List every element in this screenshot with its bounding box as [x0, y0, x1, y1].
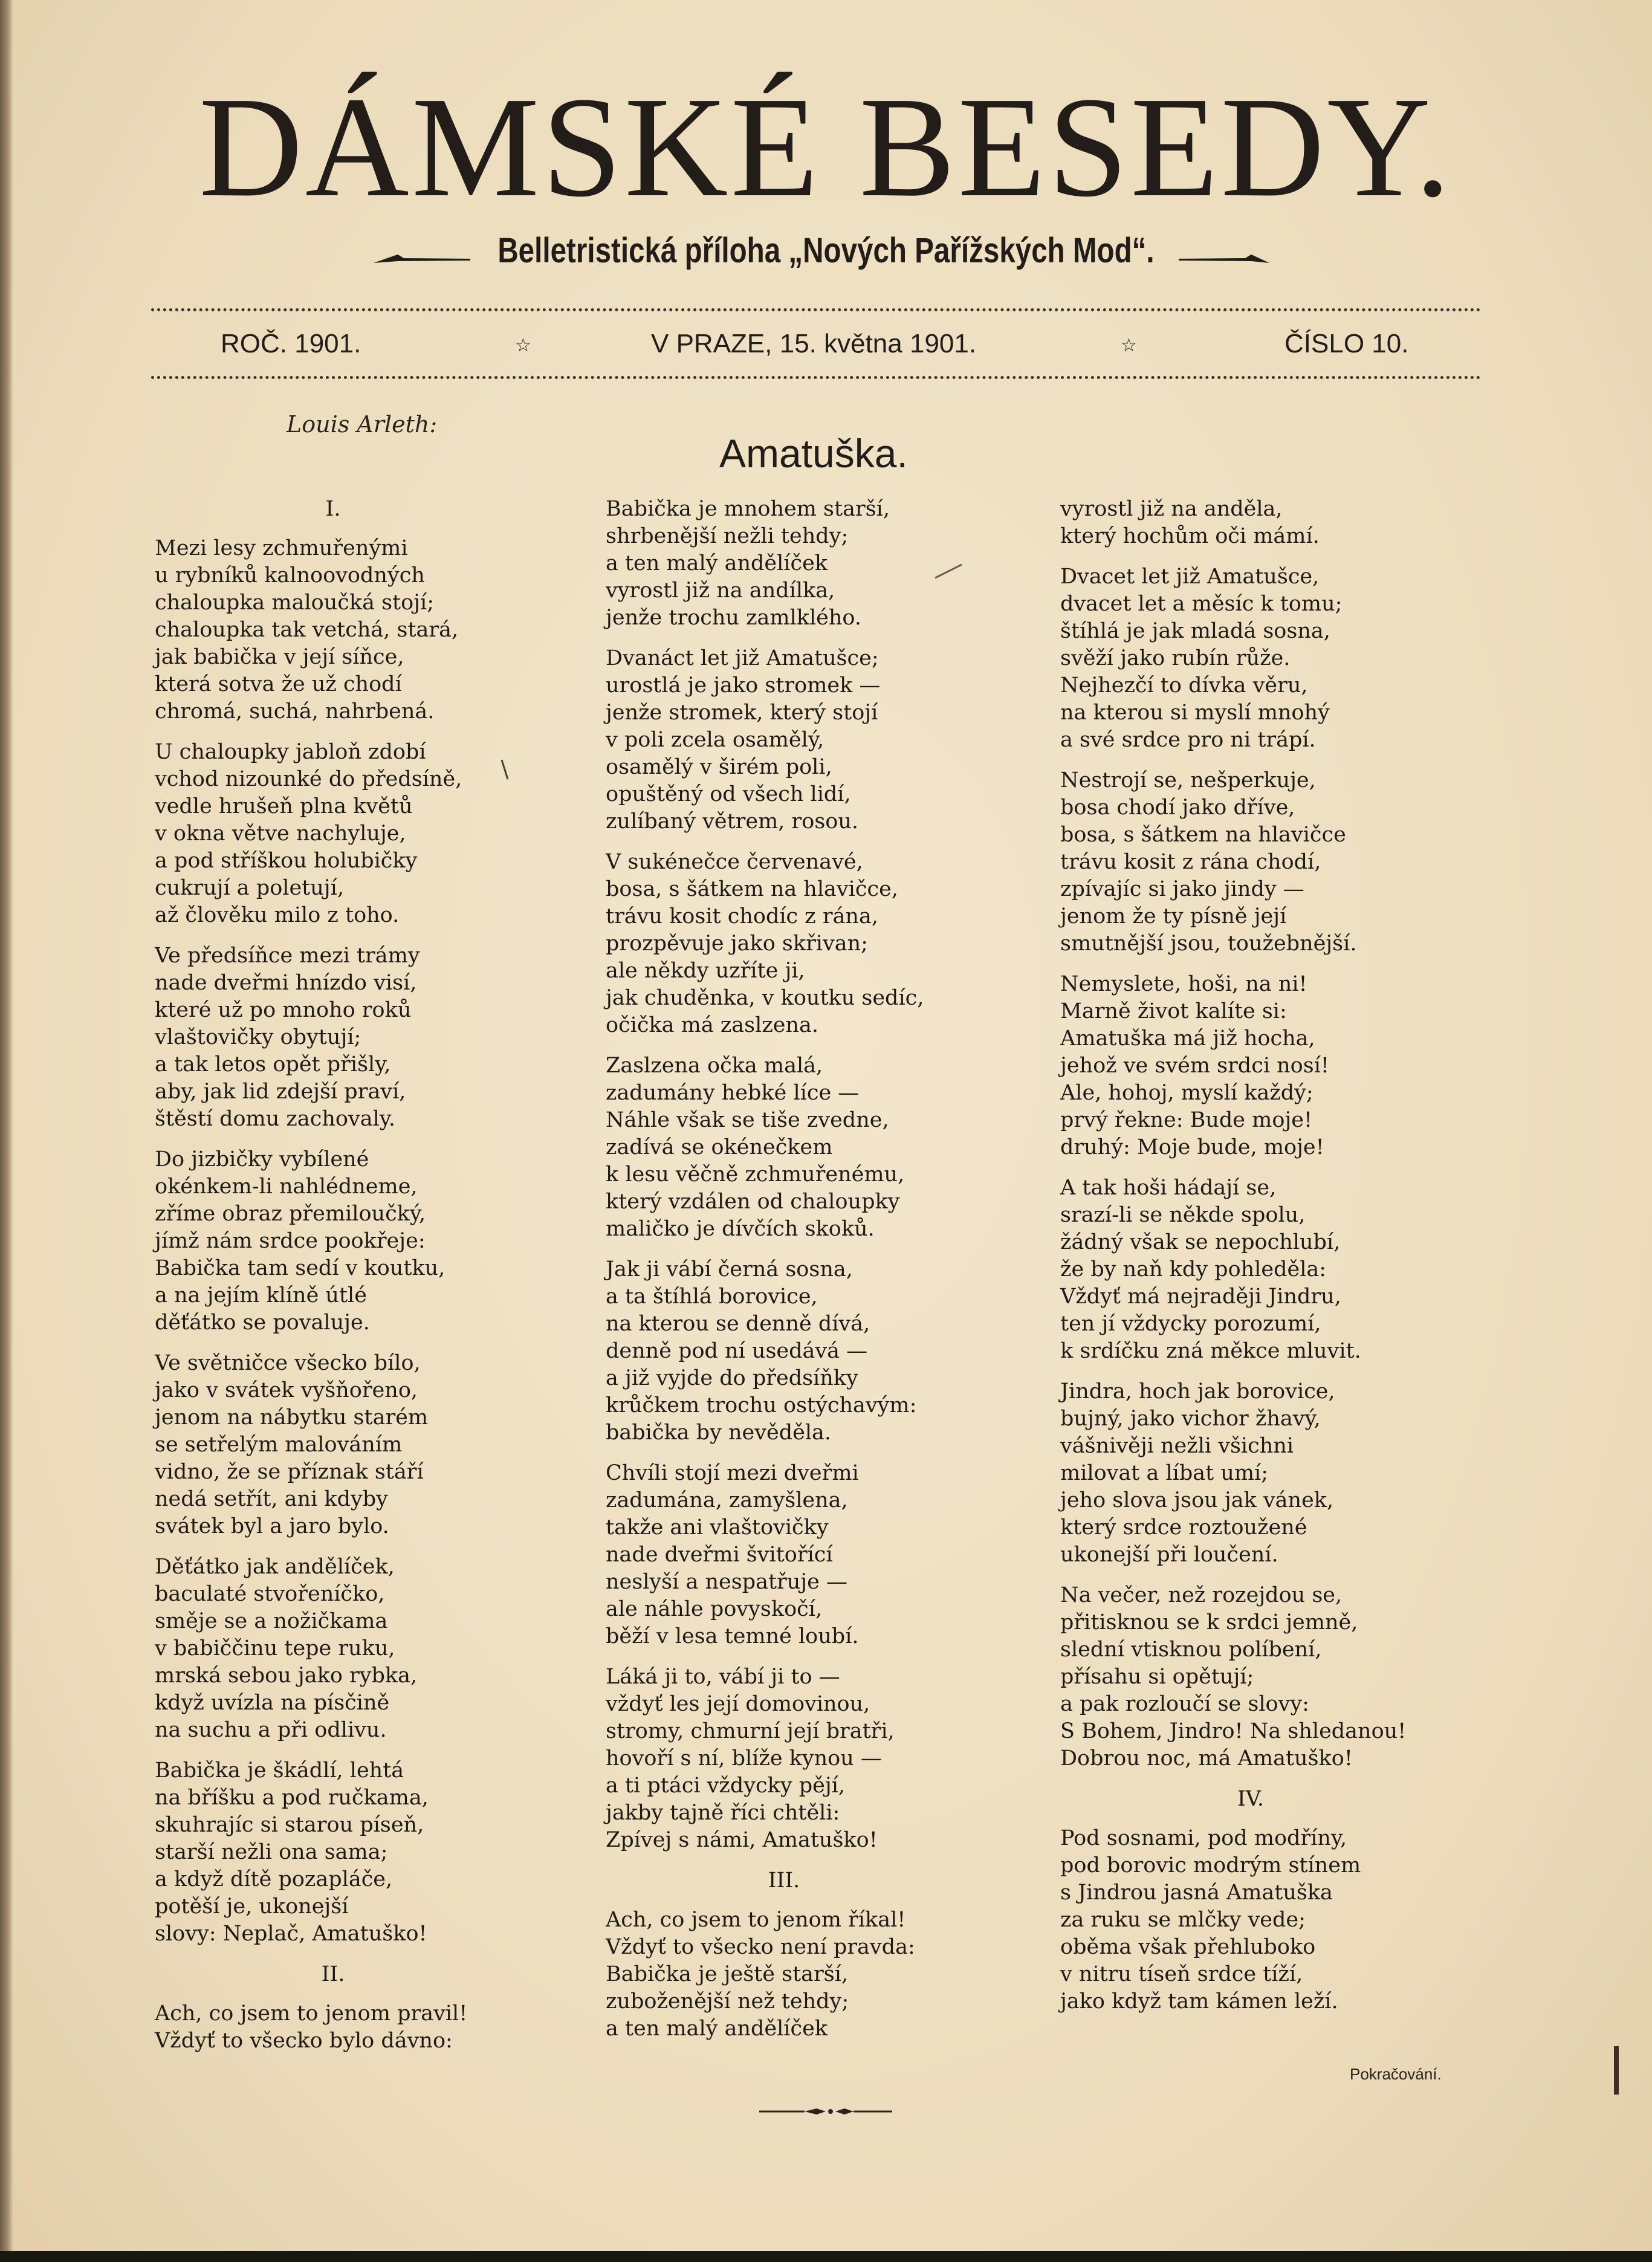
verse-line: Láká ji to, vábí ji to —	[606, 1665, 840, 1689]
stanza	[155, 1146, 530, 1337]
verse-line: Ve světničce všecko bílo,	[155, 1351, 421, 1375]
right-flourish-icon	[1179, 250, 1269, 268]
section-numeral: III.	[768, 1868, 800, 1893]
verse-line: Zpívej s námi, Amatuško!	[606, 1828, 878, 1852]
verse-line: jeho slova jsou jak vánek,	[1060, 1488, 1334, 1512]
verse-line: zadumána, zamyšlena,	[606, 1488, 848, 1512]
verse-line: dvacet let a měsíc k tomu;	[1060, 592, 1343, 616]
verse-line: babička by nevěděla.	[606, 1421, 832, 1445]
verse-line: ten jí vždycky porozumí,	[1060, 1312, 1321, 1336]
verse-line: Babička je škádlí, lehtá	[155, 1758, 404, 1783]
verse-line: slední vtisknou políbení,	[1060, 1638, 1322, 1662]
verse-line: Vždyť má nejraději Jindru,	[1060, 1285, 1341, 1309]
verse-line: Děťátko jak andělíček,	[155, 1555, 395, 1579]
end-ornament-icon	[759, 2102, 892, 2121]
verse-line: denně pod ní usedává —	[606, 1339, 868, 1363]
verse-line: oběma však přehluboko	[1060, 1935, 1316, 1959]
verse-line: že by naň kdy pohleděla:	[1060, 1257, 1327, 1282]
verse-line: zpívajíc si jako jindy —	[1060, 877, 1304, 901]
verse-line: Ach, co jsem to jenom pravil!	[155, 2001, 468, 2026]
verse-line: zulíbaný větrem, rosou.	[606, 809, 859, 834]
verse-line: Dobrou noc, má Amatuško!	[1060, 1746, 1353, 1771]
stanza	[155, 942, 530, 1133]
verse-line: starší nežli ona sama;	[155, 1840, 388, 1864]
verse-line: srazí-li se někde spolu,	[1060, 1203, 1306, 1227]
verse-line: skuhrajíc si starou píseň,	[155, 1813, 424, 1837]
star-separator-icon: ☆	[1121, 335, 1137, 355]
verse-line: Mezi lesy zchmuřenými	[155, 536, 408, 560]
verse-line: nedá setřít, ani kdyby	[155, 1487, 388, 1511]
verse-line: zuboženější než tehdy;	[606, 1989, 849, 2014]
verse-line: ukonejší při loučení.	[1060, 1543, 1278, 1567]
verse-line: potěší je, ukonejší	[155, 1894, 349, 1919]
verse-line: Jindra, hoch jak borovice,	[1060, 1379, 1335, 1404]
verse-line: krůčkem trochu ostýchavým:	[606, 1393, 917, 1418]
verse-line: Babička je ještě starší,	[606, 1962, 849, 1986]
verse-line: okénkem-li nahlédneme,	[155, 1175, 418, 1199]
verse-line: A tak hoši hádají se,	[1060, 1176, 1277, 1200]
stanza	[1060, 1175, 1459, 1365]
verse-line: urostlá je jako stromek —	[606, 673, 881, 698]
verse-line: smutnější jsou, toužebnější.	[1060, 932, 1357, 956]
issue-place-date: V PRAZE, 15. května 1901.	[651, 329, 977, 358]
section-numeral: I.	[325, 497, 341, 521]
stanza	[1060, 767, 1459, 958]
stanza	[606, 1052, 980, 1243]
stanza	[155, 2000, 530, 2055]
verse-line: jenom na nábytku starém	[155, 1405, 429, 1430]
verse-line: a na jejím klíně útlé	[155, 1283, 367, 1308]
verse-line: na kterou si myslí mnohý	[1060, 701, 1330, 725]
verse-line: žádný však se nepochlubí,	[1060, 1230, 1341, 1254]
verse-line: vedle hrušeň plna květů	[155, 794, 413, 818]
verse-line: která sotva že už chodí	[155, 672, 402, 696]
verse-line: neslyší a nespatřuje —	[606, 1570, 847, 1594]
verse-line: cukrují a poletují,	[155, 876, 344, 900]
section-numeral: IV.	[1237, 1787, 1265, 1811]
verse-line: Marně život kalíte si:	[1060, 999, 1287, 1023]
verse-line: na bříšku a pod ručkama,	[155, 1786, 429, 1810]
verse-line: Amatuška má již hocha,	[1060, 1026, 1315, 1051]
verse-line: nade dveřmi švitořící	[606, 1543, 833, 1567]
stanza	[1060, 1825, 1459, 2015]
verse-line: bosa chodí jako dříve,	[1060, 796, 1295, 820]
verse-line: trávu kosit z rána chodí,	[1060, 850, 1321, 874]
verse-line: svěží jako rubín růže.	[1060, 646, 1291, 670]
verse-line: na suchu a při odlivu.	[155, 1718, 387, 1742]
verse-line: slovy: Neplač, Amatuško!	[155, 1922, 427, 1946]
verse-line: Dvacet let již Amatušce,	[1060, 565, 1320, 589]
verse-line: zříme obraz přemiloučký,	[155, 1202, 426, 1226]
page-bottom-edge	[0, 2251, 1652, 2262]
verse-line: a pak rozloučí se slovy:	[1060, 1692, 1309, 1716]
verse-line: Ale, hohoj, myslí každý;	[1060, 1081, 1314, 1105]
verse-line: stromy, chmurní její bratři,	[606, 1719, 895, 1743]
verse-line: bujný, jako vichor žhavý,	[1060, 1407, 1321, 1431]
verse-line: jenom že ty písně její	[1060, 904, 1287, 928]
verse-line: v okna větve nachyluje,	[155, 822, 406, 846]
verse-line: v poli zcela osamělý,	[606, 728, 824, 752]
verse-line: za ruku se mlčky vede;	[1060, 1908, 1306, 1932]
author-name: Louis Arleth:	[287, 411, 438, 438]
verse-line: směje se a nožičkama	[155, 1609, 388, 1633]
verse-line: vyrostl již na andílka,	[606, 578, 835, 603]
verse-line: takže ani vlaštovičky	[606, 1515, 829, 1540]
verse-line: jenže stromek, který stojí	[606, 701, 878, 725]
verse-line: chromá, suchá, nahrbená.	[155, 699, 435, 724]
verse-line: který hochům oči mámí.	[1060, 524, 1320, 548]
verse-line: a pod stříškou holubičky	[155, 849, 418, 873]
issue-year: ROČ. 1901.	[221, 329, 361, 358]
stanza	[606, 849, 980, 1039]
verse-line: S Bohem, Jindro! Na shledanou!	[1060, 1719, 1407, 1743]
verse-line: opuštěný od všech lidí,	[606, 782, 851, 806]
verse-line: Do jizbičky vybílené	[155, 1147, 369, 1172]
stanza	[155, 1350, 530, 1540]
verse-line: Babička je mnohem starší,	[606, 497, 890, 521]
verse-line: a když dítě pozapláče,	[155, 1867, 393, 1891]
verse-line: Ach, co jsem to jenom říkal!	[606, 1908, 906, 1932]
verse-line: prozpěvuje jako skřivan;	[606, 932, 868, 956]
verse-line: pod borovic modrým stínem	[1060, 1853, 1361, 1878]
verse-line: Chvíli stojí mezi dveřmi	[606, 1461, 859, 1485]
text-column-1	[155, 496, 530, 2068]
subtitle: Belletristická příloha „Nových Pařížských Mod“.	[497, 231, 1155, 270]
verse-line: až člověku milo z toho.	[155, 903, 400, 927]
verse-line: jako v svátek vyšňořeno,	[155, 1378, 418, 1402]
verse-line: Ve předsíňce mezi trámy	[155, 944, 420, 968]
verse-line: Babička tam sedí v koutku,	[155, 1256, 445, 1280]
verse-line: vchod nizounké do předsíně,	[155, 767, 462, 791]
verse-line: k lesu věčně zchmuřenému,	[606, 1162, 905, 1187]
stanza	[155, 535, 530, 725]
verse-line: jímž nám srdce pookřeje:	[155, 1229, 426, 1253]
verse-line: vyrostl již na anděla,	[1060, 497, 1283, 521]
text-column-3	[1060, 496, 1459, 2029]
stanza	[606, 645, 980, 835]
verse-line: prvý řekne: Bude moje!	[1060, 1108, 1313, 1132]
verse-line: Pod sosnami, pod modříny,	[1060, 1826, 1347, 1850]
verse-line: hovoří s ní, blíže kynou —	[606, 1746, 882, 1771]
verse-line: s Jindrou jasná Amatuška	[1060, 1881, 1333, 1905]
verse-line: děťátko se povaluje.	[155, 1311, 370, 1335]
verse-line: a tak letos opět přišly,	[155, 1052, 391, 1077]
verse-line: který vzdálen od chaloupky	[606, 1190, 900, 1214]
verse-line: zadumány hebké líce —	[606, 1081, 860, 1105]
verse-line: k srdíčku zná měkce mluvit.	[1060, 1339, 1361, 1363]
verse-line: milovat a líbat umí;	[1060, 1461, 1269, 1485]
star-separator-icon: ☆	[515, 335, 531, 355]
verse-line: Na večer, než rozejdou se,	[1060, 1583, 1343, 1607]
section-numeral: II.	[321, 1962, 345, 1986]
verse-line: aby, jak lid zdejší praví,	[155, 1080, 406, 1104]
verse-line: shrbenější nežli tehdy;	[606, 524, 849, 548]
verse-line: vášnivěji nežli všichni	[1060, 1434, 1294, 1458]
verse-line: a ti ptáci vždycky pějí,	[606, 1774, 846, 1798]
verse-line: vlaštovičky obytují;	[155, 1025, 361, 1049]
verse-line: Zaslzena očka malá,	[606, 1054, 823, 1078]
verse-line: jehož ve svém srdci nosí!	[1060, 1054, 1329, 1078]
stanza	[606, 1460, 980, 1650]
ink-stroke-mark	[499, 759, 511, 783]
stanza	[1060, 1378, 1459, 1569]
verse-line: vždyť les její domovinou,	[606, 1692, 870, 1716]
verse-line: běží v lesa temné loubí.	[606, 1624, 859, 1648]
verse-line: zadívá se okénečkem	[606, 1135, 833, 1159]
verse-line: v nitru tíseň srdce tíží,	[1060, 1962, 1303, 1986]
stanza	[606, 496, 980, 632]
stanza	[1060, 1582, 1459, 1772]
verse-line: Jak ji vábí černá sosna,	[606, 1257, 853, 1282]
verse-line: jak chuděnka, v koutku sedíc,	[606, 986, 924, 1010]
verse-line: Náhle však se tiše zvedne,	[606, 1108, 889, 1132]
verse-line: štíhlá je jak mladá sosna,	[1060, 619, 1330, 643]
verse-line: u rybníků kalnoovodných	[155, 563, 425, 588]
verse-line: chaloupka maloučká stojí;	[155, 591, 435, 615]
verse-line: se setřelým malováním	[155, 1433, 403, 1457]
masthead-title: DÁMSKÉ BESEDY.	[199, 68, 1453, 227]
verse-line: Vždyť to všecko bylo dávno:	[155, 2029, 453, 2053]
verse-line: baculaté stvořeníčko,	[155, 1582, 385, 1606]
verse-line: jak babička v její síňce,	[155, 645, 404, 669]
issue-info-bar	[151, 326, 1481, 369]
verse-line: jenže trochu zamlklého.	[606, 606, 861, 630]
verse-line: štěstí domu zachovaly.	[155, 1107, 396, 1131]
verse-line: Nestrojí se, nešperkuje,	[1060, 768, 1316, 792]
verse-line: U chaloupky jabloň zdobí	[155, 740, 426, 764]
verse-line: druhý: Moje bude, moje!	[1060, 1135, 1324, 1159]
page-edge-mark	[1613, 2046, 1621, 2095]
issue-number: ČÍSLO 10.	[1284, 329, 1409, 358]
stanza	[1060, 496, 1459, 550]
verse-line: ale někdy uzříte ji,	[606, 959, 805, 983]
verse-line: když uvízla na písčině	[155, 1691, 390, 1715]
top-dotted-rule	[151, 308, 1481, 311]
verse-line: Vždyť to všecko není pravda:	[606, 1935, 915, 1959]
verse-line: bosa, s šátkem na hlavičce	[1060, 823, 1346, 847]
verse-line: svátek byl a jaro bylo.	[155, 1514, 389, 1538]
stanza	[606, 1907, 980, 2043]
stanza	[606, 1664, 980, 1854]
continued-note: Pokračování.	[1350, 2065, 1442, 2083]
verse-line: očička má zaslzena.	[606, 1013, 818, 1037]
stanza	[606, 1256, 980, 1447]
verse-line: a ten malý andělíček	[606, 2017, 828, 2041]
verse-line: a své srdce pro ni trápí.	[1060, 728, 1316, 752]
verse-line: přitisknou se k srdci jemně,	[1060, 1610, 1358, 1635]
verse-line: chaloupka tak vetchá, stará,	[155, 618, 459, 642]
stanza	[155, 1757, 530, 1948]
verse-line: nade dveřmi hnízdo visí,	[155, 971, 417, 995]
book-spine-shadow	[0, 0, 13, 2262]
poem-title: Amatuška.	[719, 431, 908, 476]
verse-line: Nemyslete, hoši, na ni!	[1060, 972, 1307, 996]
stanza	[155, 739, 530, 929]
verse-line: které už po mnoho roků	[155, 998, 412, 1022]
verse-line: a již vyjde do předsíňky	[606, 1366, 858, 1390]
verse-line: mrská sebou jako rybka,	[155, 1664, 418, 1688]
verse-line: trávu kosit chodíc z rána,	[606, 904, 878, 928]
text-column-2	[606, 496, 980, 2056]
verse-line: jakby tajně říci chtěli:	[606, 1801, 840, 1825]
verse-line: V sukénečce červenavé,	[606, 850, 863, 874]
verse-line: Dvanáct let již Amatušce;	[606, 646, 879, 670]
verse-line: maličko je dívčích skoků.	[606, 1217, 875, 1241]
verse-line: v babiččinu tepe ruku,	[155, 1636, 395, 1661]
verse-line: ale náhle povyskočí,	[606, 1597, 823, 1621]
verse-line: osamělý v širém poli,	[606, 755, 832, 779]
verse-line: a ten malý andělíček	[606, 551, 828, 575]
bottom-dotted-rule	[151, 376, 1481, 379]
verse-line: a ta štíhlá borovice,	[606, 1285, 818, 1309]
ink-stroke-mark	[934, 562, 964, 580]
verse-line: bosa, s šátkem na hlavičce,	[606, 877, 898, 901]
verse-line: vidno, že se příznak stáří	[155, 1460, 424, 1484]
verse-line: jako když tam kámen leží.	[1060, 1989, 1338, 2014]
subtitle-row	[0, 227, 1652, 281]
stanza	[1060, 563, 1459, 754]
verse-line: přísahu si opětují;	[1060, 1665, 1254, 1689]
verse-line: Nejhezčí to dívka věru,	[1060, 673, 1308, 698]
stanza	[1060, 971, 1459, 1161]
verse-line: který srdce roztoužené	[1060, 1515, 1307, 1540]
verse-line: na kterou se denně dívá,	[606, 1312, 870, 1336]
stanza	[155, 1554, 530, 1744]
